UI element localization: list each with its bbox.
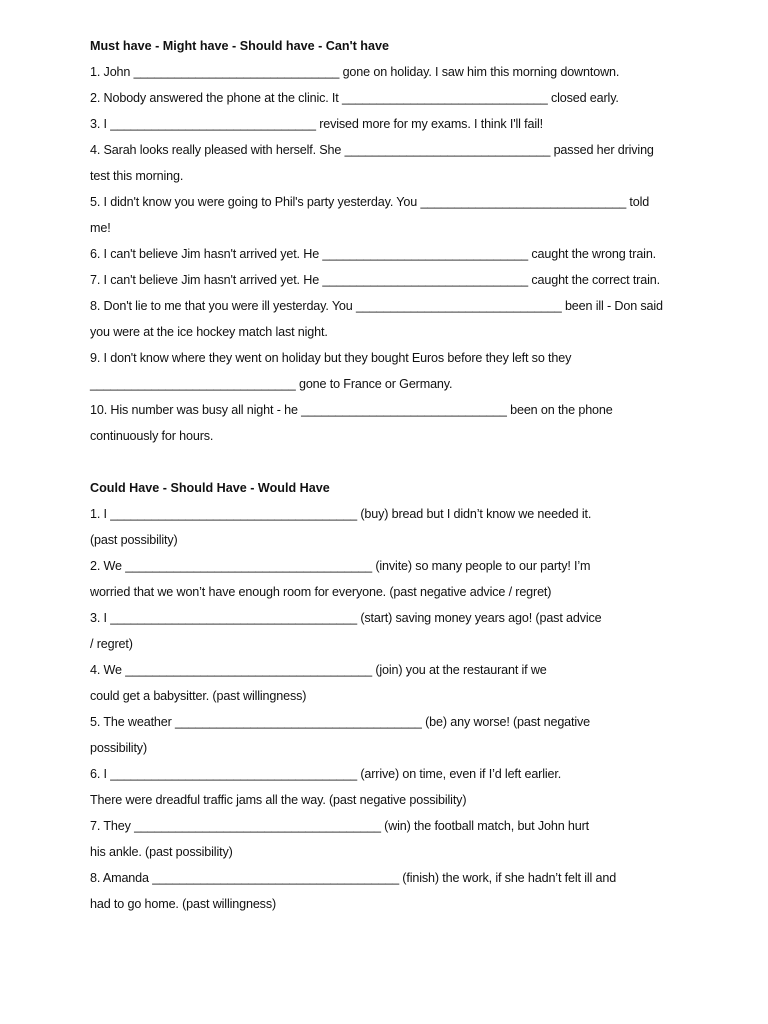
exercise-line: 3. I ______________________________ revised more for my exams. I think I'll fail! — [90, 117, 544, 131]
exercise-line: There were dreadful traffic jams all the way. (past negative possibility) — [90, 793, 467, 807]
section-modals-could-should-would — [90, 475, 698, 917]
section-title: Could Have - Should Have - Would Have — [90, 481, 330, 495]
exercise-line: 4. Sarah looks really pleased with herself. She ______________________________ passed her driving — [90, 143, 654, 157]
exercise-line: 1. I ____________________________________ (buy) bread but I didn’t know we needed it. — [90, 507, 592, 521]
exercise-line: had to go home. (past willingness) — [90, 897, 277, 911]
exercise-line: 5. I didn't know you were going to Phil's party yesterday. You ______________________________ told — [90, 195, 650, 209]
exercise-line: possibility) — [90, 741, 147, 755]
exercise-line: could get a babysitter. (past willingness) — [90, 689, 307, 703]
section-divider — [90, 449, 698, 475]
exercise-line: 7. I can't believe Jim hasn't arrived yet. He ______________________________ caught the correct train. — [90, 273, 660, 287]
exercise-line: you were at the ice hockey match last night. — [90, 325, 328, 339]
exercise-line: 8. Amanda ____________________________________ (finish) the work, if she hadn’t felt ill and — [90, 871, 617, 885]
exercise-line: / regret) — [90, 637, 133, 651]
exercise-line: continuously for hours. — [90, 429, 214, 443]
exercise-line: test this morning. — [90, 169, 184, 183]
exercise-line: 5. The weather ____________________________________ (be) any worse! (past negative — [90, 715, 591, 729]
exercise-line: 8. Don't lie to me that you were ill yesterday. You ______________________________ been ill - Don said — [90, 299, 663, 313]
exercise-line: 9. I don't know where they went on holiday but they bought Euros before they left so they — [90, 351, 572, 365]
exercise-line: 4. We ____________________________________ (join) you at the restaurant if we — [90, 663, 547, 677]
exercise-line: 6. I ____________________________________ (arrive) on time, even if I’d left earlier. — [90, 767, 562, 781]
exercise-line: 7. They ____________________________________ (win) the football match, but John hurt — [90, 819, 590, 833]
exercise-line: 3. I ____________________________________ (start) saving money years ago! (past advice — [90, 611, 602, 625]
section-modals-must-might — [90, 33, 698, 449]
exercise-line: 1. John ______________________________ gone on holiday. I saw him this morning downtown. — [90, 65, 620, 79]
section-title: Must have - Might have - Should have - Can't have — [90, 39, 389, 53]
exercise-line: (past possibility) — [90, 533, 178, 547]
exercise-line: me! — [90, 221, 111, 235]
exercise-line: 2. Nobody answered the phone at the clinic. It ______________________________ closed early. — [90, 91, 619, 105]
exercise-line: 6. I can't believe Jim hasn't arrived yet. He ______________________________ caught the wrong train. — [90, 247, 657, 261]
exercise-line: his ankle. (past possibility) — [90, 845, 233, 859]
exercise-line: worried that we won’t have enough room for everyone. (past negative advice / regret) — [90, 585, 552, 599]
exercise-line: 2. We ____________________________________ (invite) so many people to our party! I’m — [90, 559, 591, 573]
exercise-line: 10. His number was busy all night - he ______________________________ been on the phone — [90, 403, 613, 417]
exercise-line: ______________________________ gone to France or Germany. — [90, 377, 453, 391]
